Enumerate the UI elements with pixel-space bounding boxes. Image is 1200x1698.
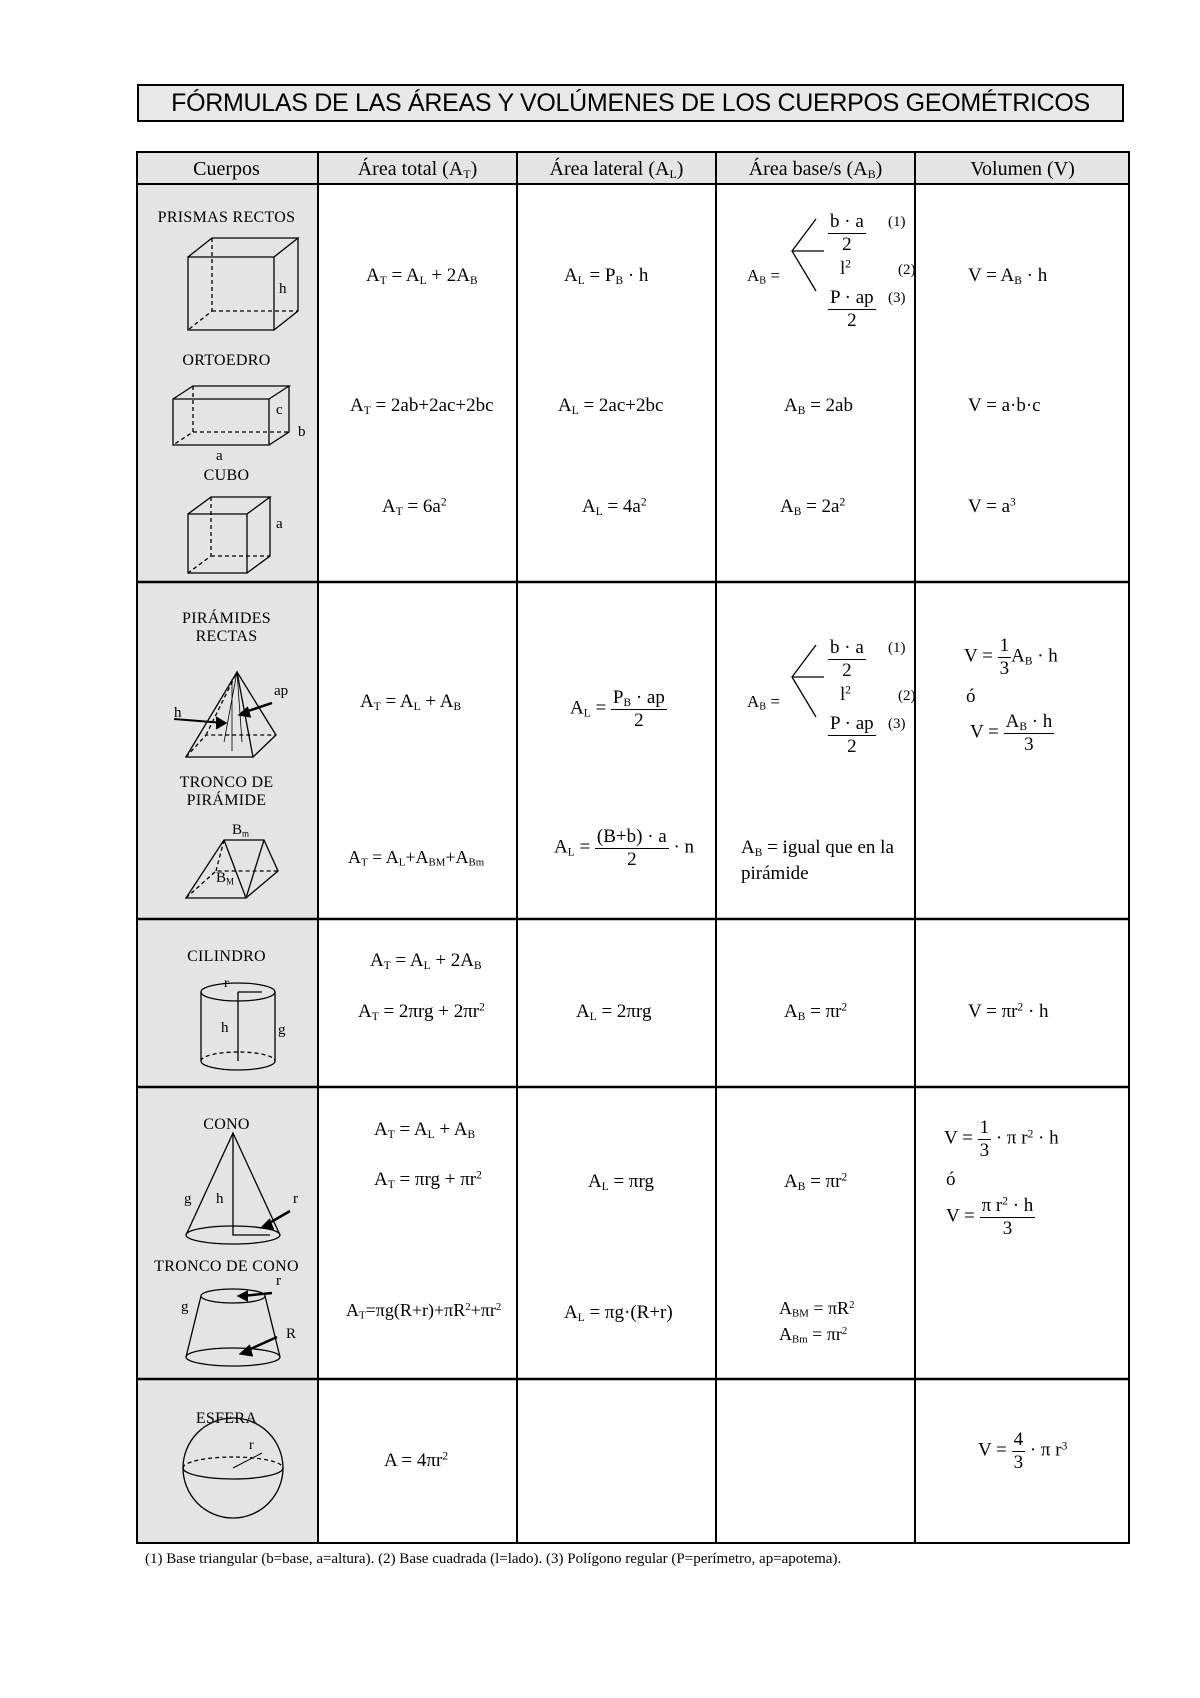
- formula-v-piramide-2: V = $\frac{A_B \cdot h}{3}$: [970, 711, 1053, 755]
- formula-abm-tronco-cono: $A_{BM} = \pi R^2$: [779, 1298, 855, 1320]
- label-tronco-piramide: TRONCO DE PIRÁMIDE: [179, 774, 274, 809]
- formula-at-piramide: $A_T = A_L + A_B$: [360, 691, 462, 713]
- formula-ab-tronco-piramide: $A_B$ = igual que en la pirámide: [741, 837, 894, 884]
- base-area-bracket-prism: [792, 219, 824, 291]
- footnote: (1) Base triangular (b=base, a=altura). (2) Base cuadrada (l=lado). (3) Polígono regular (P=perímetro, ap=apotema).: [145, 1551, 842, 1567]
- formula-al-cubo: $A_L = 4a^2$: [582, 496, 647, 518]
- formula-v-cubo: $V = a^3$: [968, 496, 1016, 517]
- formula-at-prisma: $A_T = A_L + 2A_B$: [366, 265, 478, 287]
- fig-label-ap: ap: [274, 683, 289, 699]
- tag-2-piramide: (2): [898, 688, 916, 704]
- formula-at-ortoedro: $A_T = 2ab+2ac+2bc$: [350, 395, 494, 417]
- label-piramides: PIRÁMIDES RECTAS: [182, 610, 271, 645]
- label-cono: CONO: [203, 1116, 250, 1133]
- fig-label-g-cone: g: [184, 1191, 192, 1207]
- formula-table: [136, 151, 1130, 1544]
- formula-at-cubo: $A_T = 6a^2$: [382, 496, 447, 518]
- formula-al-cilindro: $A_L = 2\pi rg$: [576, 1001, 652, 1023]
- formula-al-prisma: $A_L = P_B \cdot h$: [564, 265, 649, 287]
- header-area-lateral: Área lateral $(A_L)$: [549, 158, 684, 181]
- formula-at-cono-1: $A_T = A_L + A_B$: [374, 1119, 476, 1141]
- text-o-cono: ó: [946, 1169, 956, 1190]
- text-o-piramide: ó: [966, 686, 976, 707]
- tag-3-prisma: (3): [888, 290, 906, 306]
- formula-v-cilindro: $V = \pi r^2 \cdot h$: [968, 1001, 1049, 1022]
- header-area-base: Área base/s $(A_B)$: [748, 158, 883, 181]
- formula-ab-square: $l^2$: [840, 258, 851, 279]
- formula-ab-triangle: $\frac{b \cdot a}{2}$: [830, 211, 864, 255]
- fig-label-c: c: [276, 402, 283, 418]
- formula-al-cono: $A_L = \pi rg$: [588, 1171, 654, 1193]
- formula-ab-cono: $A_B = \pi r^2$: [784, 1171, 848, 1193]
- fig-label-r-cyl: r: [224, 976, 229, 991]
- fig-label-r-sphere: r: [249, 1438, 254, 1453]
- label-tronco-cono: TRONCO DE CONO: [154, 1258, 299, 1275]
- formula-at-cono-2: $A_T = \pi rg + \pi r^2$: [374, 1169, 482, 1191]
- page-title: FÓRMULAS DE LAS ÁREAS Y VOLÚMENES DE LOS CUERPOS GEOMÉTRICOS: [137, 84, 1124, 122]
- formula-ab-triangle-pyr: $\frac{b \cdot a}{2}$: [830, 637, 864, 681]
- formula-v-cono-2: V = $\frac{\pi r^2 \cdot h}{3}$: [946, 1195, 1034, 1239]
- fig-label-h-cyl: h: [221, 1020, 229, 1036]
- formula-at-cilindro-1: $A_T = A_L + 2A_B$: [370, 950, 482, 972]
- formula-abm-small-tronco-cono: $A_{Bm} = \pi r^2$: [779, 1324, 848, 1346]
- formula-al-ortoedro: $A_L = 2ac+2bc$: [558, 395, 664, 417]
- formula-v-piramide-1: V = $\frac{1}{3}$ $A_B \cdot h$: [964, 635, 1058, 679]
- formula-ab-prisma-label: $A_B$ =: [747, 266, 780, 287]
- fig-label-g-frustum: g: [181, 1299, 189, 1315]
- base-area-bracket-pyramid: [792, 645, 824, 717]
- header-volumen: Volumen (V): [970, 158, 1075, 180]
- formula-ab-cilindro: $A_B = \pi r^2$: [784, 1001, 848, 1023]
- formula-v-ortoedro: V = a·b·c: [968, 395, 1041, 416]
- formula-ab-cubo: $A_B = 2a^2$: [780, 496, 846, 518]
- fig-label-r-frustum: r: [276, 1273, 281, 1289]
- label-esfera: ESFERA: [195, 1410, 258, 1427]
- formula-v-cono-1: V = $\frac{1}{3}$ · π $r^2 \cdot h$: [944, 1117, 1059, 1161]
- label-cilindro: CILINDRO: [187, 948, 266, 965]
- formula-at-tronco-piramide: $A_T = A_L+A_{BM}+A_{Bm}$: [348, 847, 485, 869]
- formula-al-piramide: $A_L$ = $\frac{P_B \cdot ap}{2}$: [570, 687, 665, 731]
- fig-label-h-pyr: h: [174, 705, 182, 721]
- formula-ab-polygon-pyr: $\frac{P \cdot ap}{2}$: [830, 713, 874, 757]
- formula-ab-square-pyr: $l^2$: [840, 684, 851, 705]
- fig-label-R-frustum: R: [286, 1326, 297, 1342]
- fig-label-a-ortoedro: a: [216, 448, 223, 464]
- formula-al-tronco-cono: $A_L = \pi g\cdot(R+r)$: [564, 1302, 673, 1324]
- fig-label-h: h: [279, 281, 287, 297]
- fig-label-BM: $B_M$: [216, 870, 235, 887]
- formula-at-cilindro-2: $A_T = 2\pi rg + 2\pi r^2$: [358, 1001, 485, 1023]
- label-ortoedro: ORTOEDRO: [182, 352, 271, 369]
- tag-3-piramide: (3): [888, 716, 906, 732]
- fig-label-Bm: $B_m$: [232, 822, 250, 839]
- fig-label-g-cyl: g: [278, 1022, 286, 1038]
- formula-at-tronco-cono: $A_T=\pi g(R+r)+\pi R^2+\pi r^2$: [346, 1300, 502, 1322]
- label-prismas-rectos: PRISMAS RECTOS: [157, 209, 296, 226]
- formula-ab-ortoedro: $A_B = 2ab$: [784, 395, 853, 417]
- formula-al-tronco-piramide: $A_L$ = $\frac{(B+b) \cdot a}{2}$ · n: [554, 826, 695, 870]
- fig-label-h-cone: h: [216, 1191, 224, 1207]
- formula-ab-piramide-label: $A_B$ =: [747, 692, 780, 713]
- tag-1-prisma: (1): [888, 214, 906, 230]
- fig-label-b: b: [298, 424, 306, 440]
- tag-1-piramide: (1): [888, 640, 906, 656]
- label-cubo: CUBO: [203, 467, 250, 484]
- header-area-total: Área total $(A_T)$: [357, 158, 478, 181]
- tag-2-prisma: (2): [898, 262, 916, 278]
- formula-a-esfera: $A = 4\pi r^2$: [384, 1450, 449, 1471]
- formula-ab-polygon: $\frac{P \cdot ap}{2}$: [830, 287, 874, 331]
- fig-label-r-cone: r: [293, 1191, 298, 1207]
- formula-v-prisma: $V = A_B \cdot h$: [968, 265, 1048, 287]
- formula-v-esfera: V = $\frac{4}{3}$ · π $r^3$: [978, 1429, 1068, 1473]
- fig-label-a-cubo: a: [276, 516, 283, 532]
- header-cuerpos: Cuerpos: [193, 158, 260, 180]
